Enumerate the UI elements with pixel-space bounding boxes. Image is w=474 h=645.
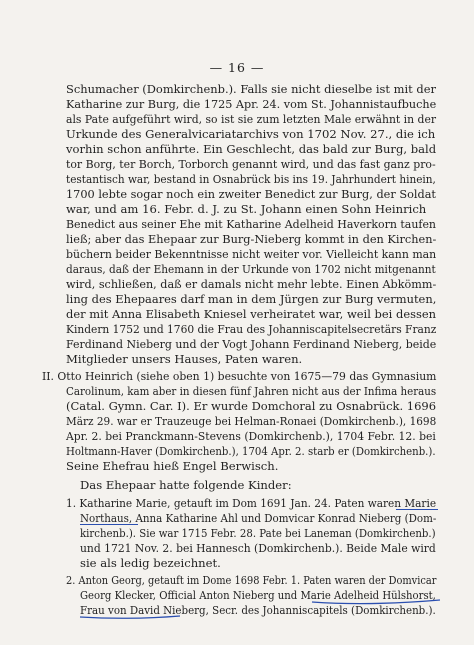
text-line: II. Otto Heinrich (siehe oben 1) besuchte von 1675—79 das Gymnasium: [42, 369, 437, 383]
text-line: wird, schließen, daß er damals nicht mehr lebte. Einen Abkömm-: [66, 277, 437, 291]
text-line: sie als ledig bezeichnet.: [80, 556, 221, 570]
text-line: (Catal. Gymn. Car. I). Er wurde Domchoral zu Osnabrück. 1696: [66, 399, 437, 413]
text-line: testantisch war, bestand in Osnabrück bis ins 19. Jahrhundert hinein,: [66, 172, 436, 186]
text-line: 1700 lebte sogar noch ein zweiter Benedict zur Burg, der Soldat: [66, 187, 436, 201]
text-line: Benedict aus seiner Ehe mit Katharine Adelheid Haverkorn taufen: [66, 217, 437, 231]
text-line: Carolinum, kam aber in diesen fünf Jahren nicht aus der Infima heraus: [66, 384, 437, 398]
text-line: war, und am 16. Febr. d. J. zu St. Johann einen Sohn Heinrich: [66, 202, 427, 216]
text-line: büchern beider Bekenntnisse nicht weiter vor. Vielleicht kann man: [66, 247, 437, 261]
text-line: Urkunde des Generalvicariatarchivs von 1702 Nov. 27., die ich: [66, 127, 436, 141]
text-line: vorhin schon anführte. Ein Geschlecht, das bald zur Burg, bald: [66, 142, 437, 156]
text-line: daraus, daß der Ehemann in der Urkunde von 1702 nicht mitgenannt: [66, 262, 436, 276]
text-line: Apr. 2. bei Pranckmann-Stevens (Domkirchenb.), 1704 Febr. 12. bei: [66, 429, 436, 443]
text-line: Katharine zur Burg, die 1725 Apr. 24. vom St. Johannistaufbuche: [66, 97, 437, 111]
text-line: Georg Klecker, Official Anton Nieberg und Marie Adelheid Hülshorst,: [80, 588, 436, 602]
text-line: kirchenb.). Sie war 1715 Febr. 28. Pate bei Laneman (Domkirchenb.): [80, 526, 436, 540]
text-line: ließ; aber das Ehepaar zur Burg-Nieberg kommt in den Kirchen-: [66, 232, 437, 246]
text-line: März 29. war er Trauzeuge bei Helman-Ronaei (Domkirchenb.), 1698: [66, 414, 437, 428]
text-line: Ferdinand Nieberg und der Vogt Johann Ferdinand Nieberg, beide: [66, 337, 437, 351]
text-line: Northaus, Anna Katharine Ahl und Domvicar Konrad Nieberg (Dom-: [80, 511, 437, 525]
text-line: 2. Anton Georg, getauft im Dome 1698 Febr. 1. Paten waren der Domvicar: [66, 573, 437, 587]
text-line: Holtmann-Haver (Domkirchenb.), 1704 Apr. 2. starb er (Domkirchenb.).: [66, 444, 436, 458]
text-line: Schumacher (Domkirchenb.). Falls sie nicht dieselbe ist mit der: [66, 82, 436, 96]
text-line: der mit Anna Elisabeth Kniesel verheiratet war, weil bei dessen: [66, 307, 437, 321]
text-line: und 1721 Nov. 2. bei Hannesch (Domkirchenb.). Beide Male wird: [80, 541, 436, 555]
text-line: 1. Katharine Marie, getauft im Dom 1691 Jan. 24. Paten waren Marie: [66, 496, 437, 510]
text-line: tor Borg, ter Borch, Torborch genannt wird, und das fast ganz pro-: [66, 157, 436, 171]
page-number: — 16 —: [209, 60, 265, 75]
text-line: ling des Ehepaares darf man in dem Jürgen zur Burg vermuten,: [66, 292, 437, 306]
text-line: Das Ehepaar hatte folgende Kinder:: [80, 478, 292, 492]
text-line: Kindern 1752 und 1760 die Frau des Johanniscapitelsecretärs Franz: [66, 322, 437, 336]
text-line: Seine Ehefrau hieß Engel Berwisch.: [66, 459, 279, 473]
text-line: Frau von David Nieberg, Secr. des Johanniscapitels (Domkirchenb.).: [80, 603, 436, 617]
text-line: Mitglieder unsers Hauses, Paten waren.: [66, 352, 303, 366]
text-line: als Pate aufgeführt wird, so ist sie zum letzten Male erwähnt in der: [66, 112, 437, 126]
